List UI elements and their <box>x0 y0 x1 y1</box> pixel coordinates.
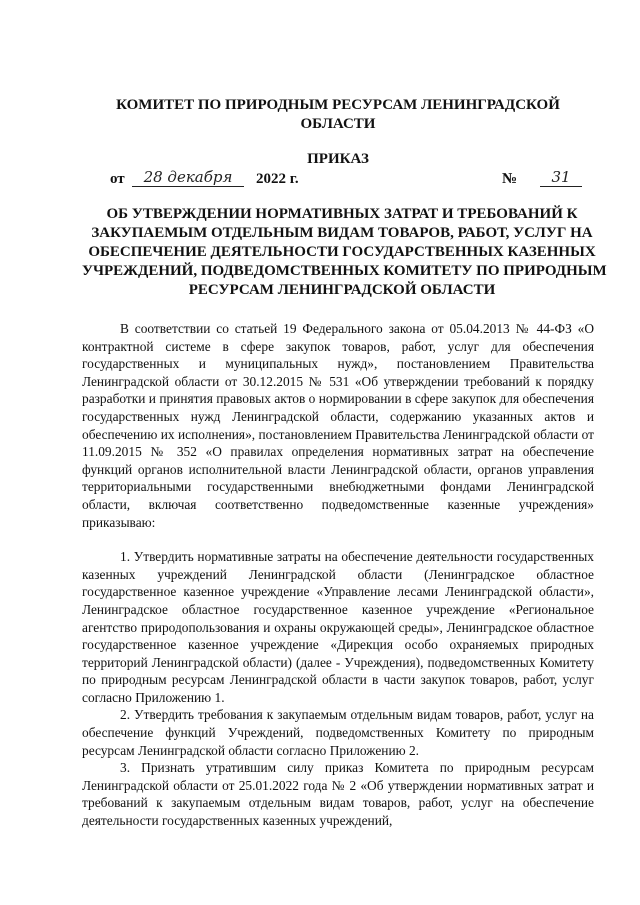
handwritten-date: 28 декабря <box>132 168 244 187</box>
date-number-line <box>110 169 580 191</box>
preamble-paragraph: В соответствии со статьей 19 Федерального закона от 05.04.2013 № 44-ФЗ «О контрактной системе в сфере закупок товаров, работ, услуг для обеспечения государственных и муниципальных нужд», постановлением Правительства Ленинградской области от 30.12.2015 № 531 «Об утверждении требований к порядку разработки и принятия правовых актов о нормировании в сфере закупок для обеспечения государственных нужд Ленинградской области, содержанию указанных актов и обеспечению их исполнения», постановлением Правительства Ленинградской области от 11.09.2015 № 352 «О правилах определения нормативных затрат на обеспечение функций органов исполнительной власти Ленинградской области, органов управления территориальными государственными внебюджетными фондами Ленинградской области, включая соответственно подведомственные казенные учреждения» приказываю: <box>82 321 594 530</box>
document-type: ПРИКАЗ <box>307 151 369 167</box>
handwritten-number: 31 <box>540 168 582 187</box>
item-1-paragraph: 1. Утвердить нормативные затраты на обеспечение деятельности государственных казенных учреждений Ленинградской области (Ленинградское областное государственное казенное учреждение «Управление лесами Ленинградской области», Ленинградское областное государственное казенное учреждение «Региональное агентство природопользования и охраны окружающей среды», Ленинградское областное государственное казенное учреждение «Дирекция особо охраняемых природных территорий Ленинградской области) (далее - Учреждения), подведомственных Комитету по природным ресурсам Ленинградской области в части закупок товаров, работ, услуг согласно Приложению 1. <box>82 549 594 705</box>
title-line: ОБ УТВЕРЖДЕНИИ НОРМАТИВНЫХ ЗАТРАТ И ТРЕБОВАНИЙ К <box>106 206 578 222</box>
document-body <box>82 320 594 830</box>
organization-name: КОМИТЕТ ПО ПРИРОДНЫМ РЕСУРСАМ ЛЕНИНГРАДСКОЙ ОБЛАСТИ <box>116 97 560 132</box>
date-year: 2022 г. <box>256 171 299 187</box>
item-2-paragraph: 2. Утвердить требования к закупаемым отдельным видам товаров, работ, услуг на обеспечение функций Учреждений, подведомственных Комитету по природным ресурсам Ленинградской области согласно Приложению 2. <box>82 707 594 758</box>
date-prefix: от <box>110 171 125 187</box>
item-3-paragraph: 3. Признать утратившим силу приказ Комитета по природным ресурсам Ленинградской области от 25.01.2022 года № 2 «Об утверждении нормативных затрат и требований к закупаемым отдельным видам товаров, работ, услуг на обеспечение деятельности государственных казенных учреждений, <box>82 760 594 829</box>
title-line: УЧРЕЖДЕНИЙ, ПОДВЕДОМСТВЕННЫХ КОМИТЕТУ ПО ПРИРОДНЫМ <box>82 263 607 279</box>
title-line: ОБЕСПЕЧЕНИЕ ДЕЯТЕЛЬНОСТИ ГОСУДАРСТВЕННЫХ КАЗЕННЫХ <box>88 244 596 260</box>
title-line: ЗАКУПАЕМЫМ ОТДЕЛЬНЫМ ВИДАМ ТОВАРОВ, РАБОТ, УСЛУГ НА <box>91 225 593 241</box>
number-label: № <box>502 171 518 187</box>
document-title <box>82 205 607 300</box>
title-line: РЕСУРСАМ ЛЕНИНГРАДСКОЙ ОБЛАСТИ <box>188 282 496 298</box>
